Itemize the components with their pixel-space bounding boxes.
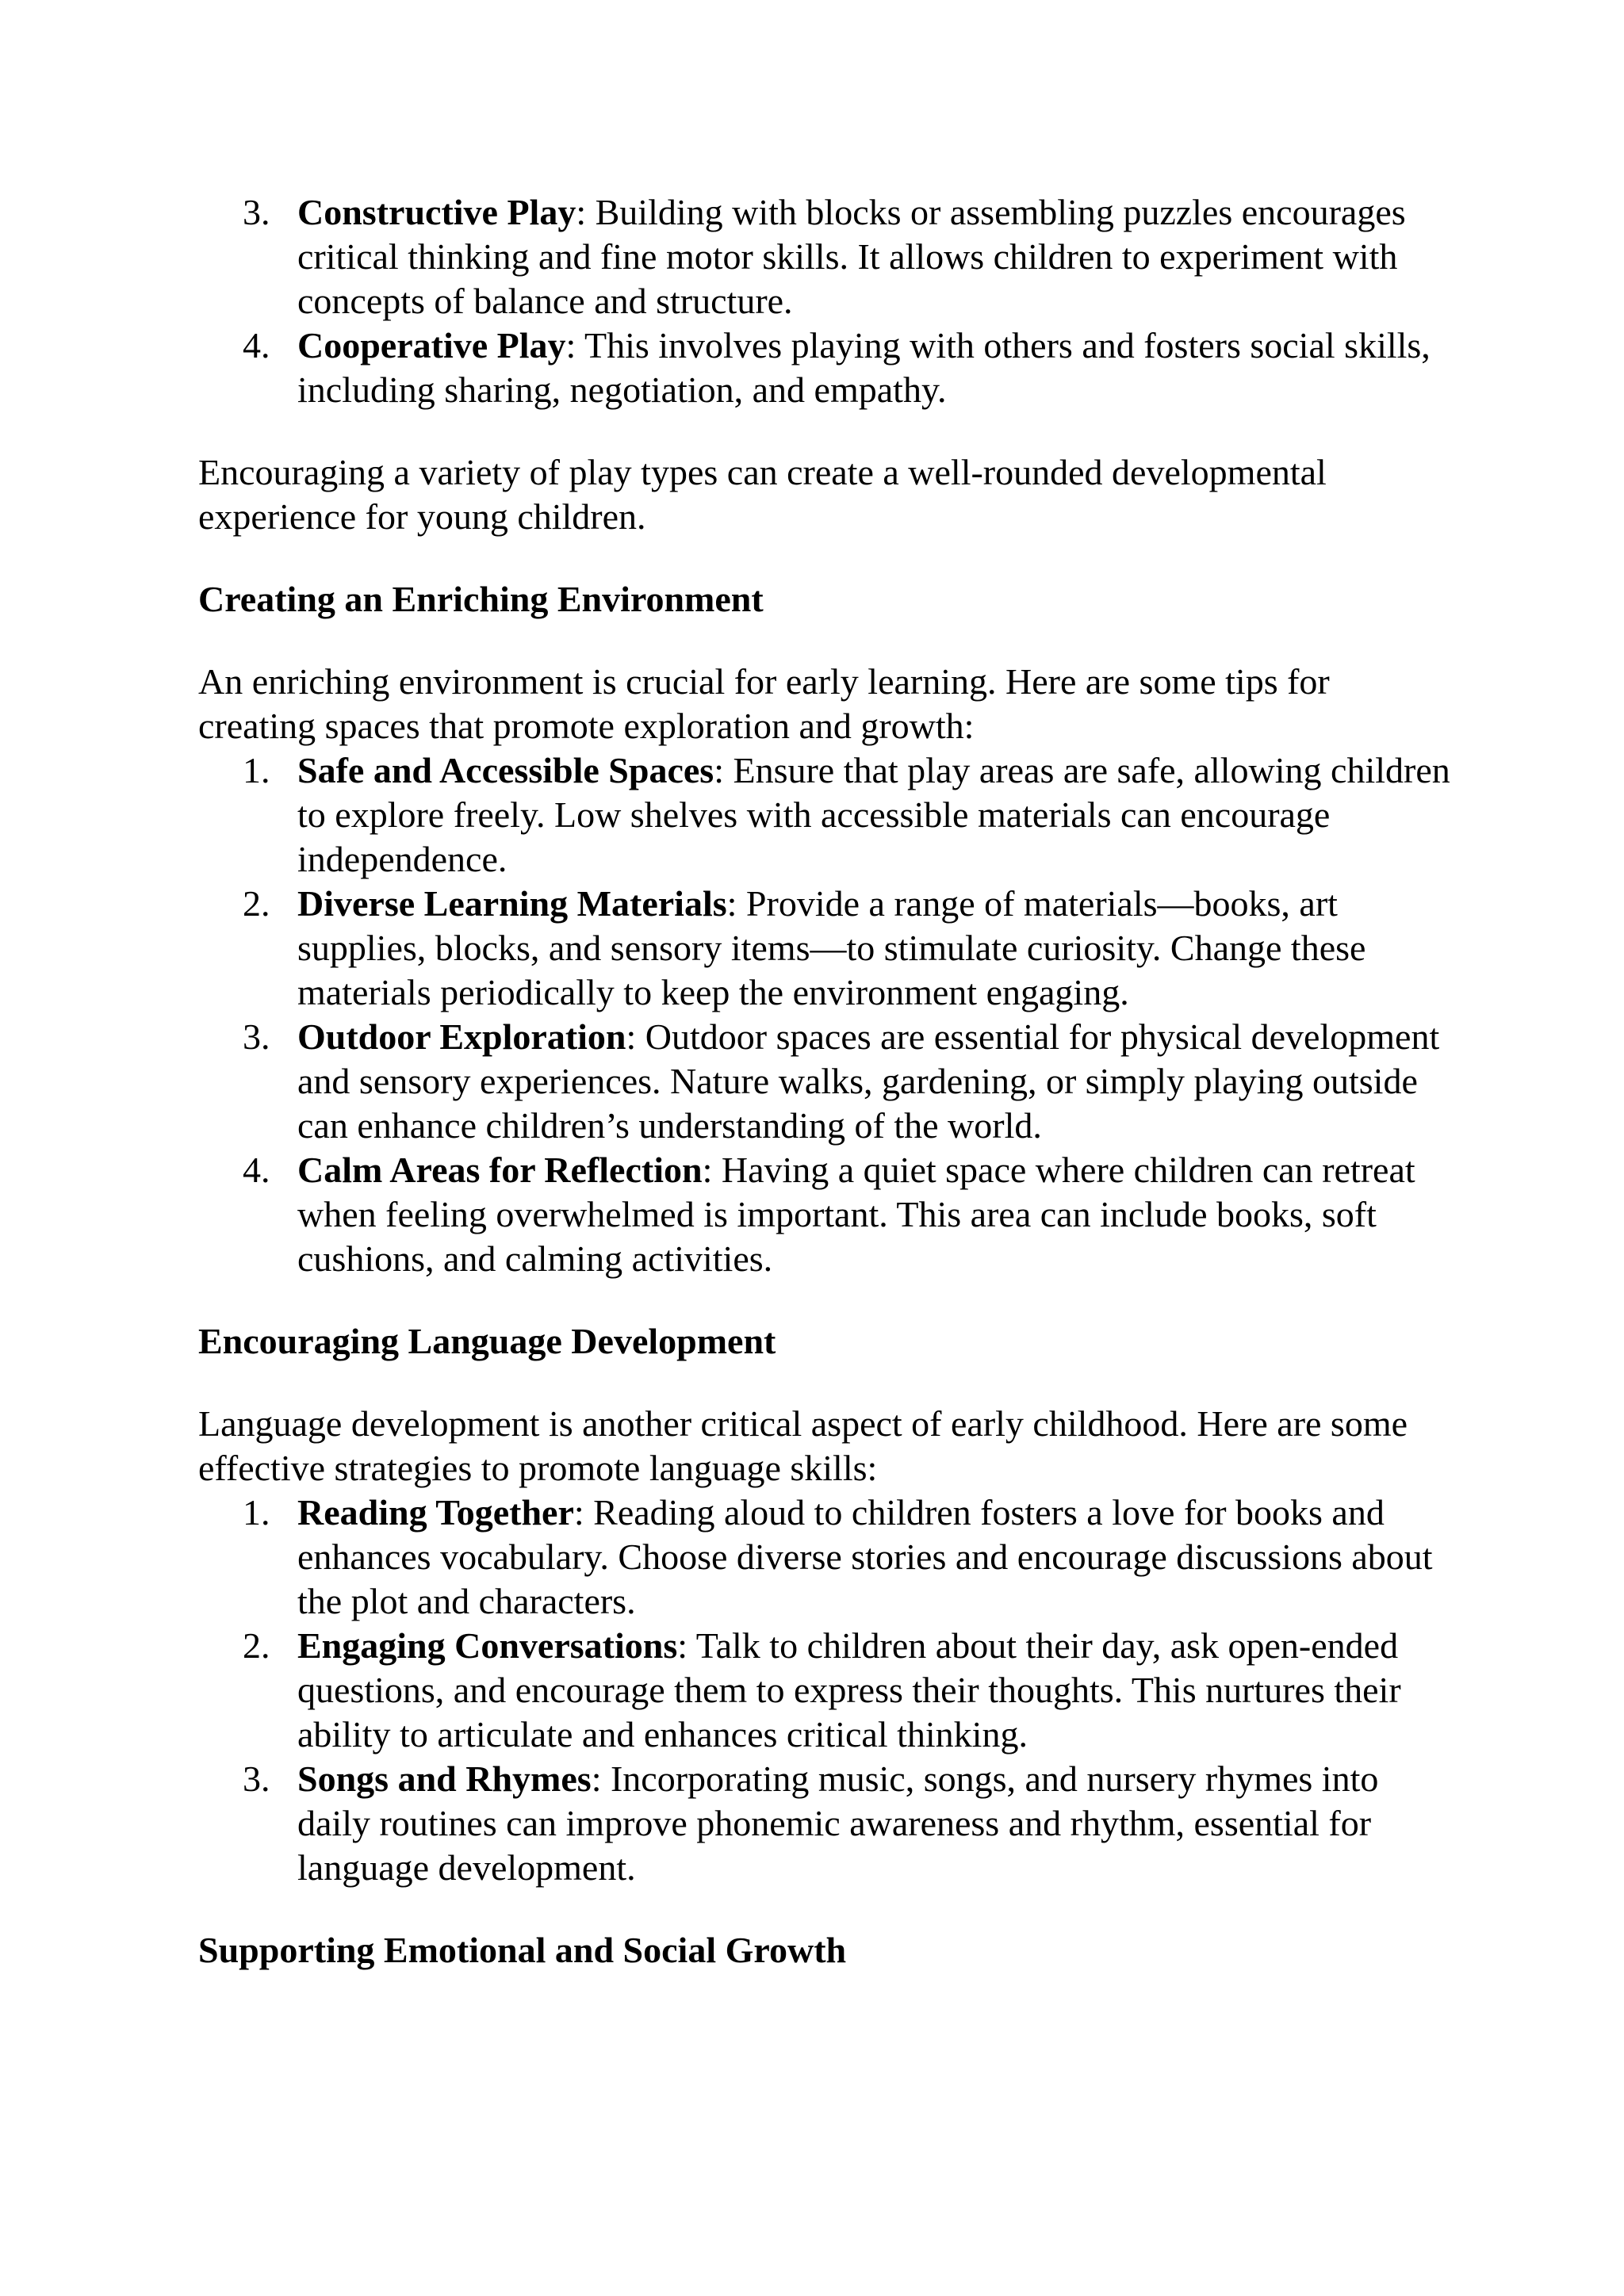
list-number: 2. <box>243 883 270 924</box>
document-page <box>198 190 1451 1973</box>
list-term: Engaging Conversations <box>297 1625 678 1666</box>
list-term: Diverse Learning Materials <box>297 883 727 924</box>
list-term: Calm Areas for Reflection <box>297 1150 703 1190</box>
list-item <box>198 1148 1451 1281</box>
list-number: 4. <box>243 1150 270 1190</box>
play-summary-paragraph: Encouraging a variety of play types can create a well-rounded developmental experience for young children. <box>198 452 1327 537</box>
list-number: 1. <box>243 1492 270 1533</box>
environment-heading: Creating an Enriching Environment <box>198 579 764 619</box>
list-number: 4. <box>243 325 270 365</box>
list-text: : Reading aloud to children fosters a love for books and enhances vocabulary. Choose diverse stories and encourage discussions about the plot and characters. <box>297 1492 1433 1621</box>
list-number: 3. <box>243 1758 270 1799</box>
language-strategies-list <box>198 1490 1451 1890</box>
list-term: Songs and Rhymes <box>297 1758 592 1799</box>
list-term: Constructive Play <box>297 192 576 232</box>
environment-intro-paragraph: An enriching environment is crucial for early learning. Here are some tips for creating spaces that promote exploration and growth: <box>198 661 1330 746</box>
list-number: 3. <box>243 192 270 232</box>
list-item <box>198 1490 1451 1624</box>
list-term: Safe and Accessible Spaces <box>297 750 714 790</box>
list-text: : Ensure that play areas are safe, allowing children to explore freely. Low shelves with accessible materials can encourage independence. <box>297 750 1450 879</box>
list-text: : This involves playing with others and fosters social skills, including sharing, negotiation, and empathy. <box>297 325 1431 410</box>
list-text: : Talk to children about their day, ask open-ended questions, and encourage them to express their thoughts. This nurtures their ability to articulate and enhances critical thinking. <box>297 1625 1401 1755</box>
list-term: Reading Together <box>297 1492 574 1533</box>
list-number: 1. <box>243 750 270 790</box>
list-item <box>198 190 1451 323</box>
list-text: : Incorporating music, songs, and nursery rhymes into daily routines can improve phonemic awareness and rhythm, essential for language development. <box>297 1758 1379 1888</box>
environment-tips-list <box>198 748 1451 1281</box>
list-item <box>198 1624 1451 1757</box>
list-text: : Building with blocks or assembling puzzles encourages critical thinking and fine motor skills. It allows children to experiment with concepts of balance and structure. <box>297 192 1406 321</box>
language-intro-paragraph: Language development is another critical aspect of early childhood. Here are some effective strategies to promote language skills: <box>198 1403 1408 1488</box>
play-types-list <box>198 190 1451 412</box>
list-text: : Having a quiet space where children can retreat when feeling overwhelmed is important. This area can include books, soft cushions, and calming activities. <box>297 1150 1415 1279</box>
list-item <box>198 882 1451 1015</box>
list-number: 2. <box>243 1625 270 1666</box>
list-item <box>198 323 1451 412</box>
list-term: Cooperative Play <box>297 325 566 365</box>
list-text: : Provide a range of materials—books, art supplies, blocks, and sensory items—to stimulate curiosity. Change these materials periodically to keep the environment engaging. <box>297 883 1366 1012</box>
list-text: : Outdoor spaces are essential for physical development and sensory experiences. Nature walks, gardening, or simply playing outside can enhance children’s understanding of the world. <box>297 1016 1440 1146</box>
list-item <box>198 1757 1451 1890</box>
emotional-heading: Supporting Emotional and Social Growth <box>198 1930 847 1970</box>
list-item <box>198 748 1451 882</box>
language-heading: Encouraging Language Development <box>198 1321 776 1361</box>
list-number: 3. <box>243 1016 270 1057</box>
list-term: Outdoor Exploration <box>297 1016 626 1057</box>
list-item <box>198 1015 1451 1148</box>
